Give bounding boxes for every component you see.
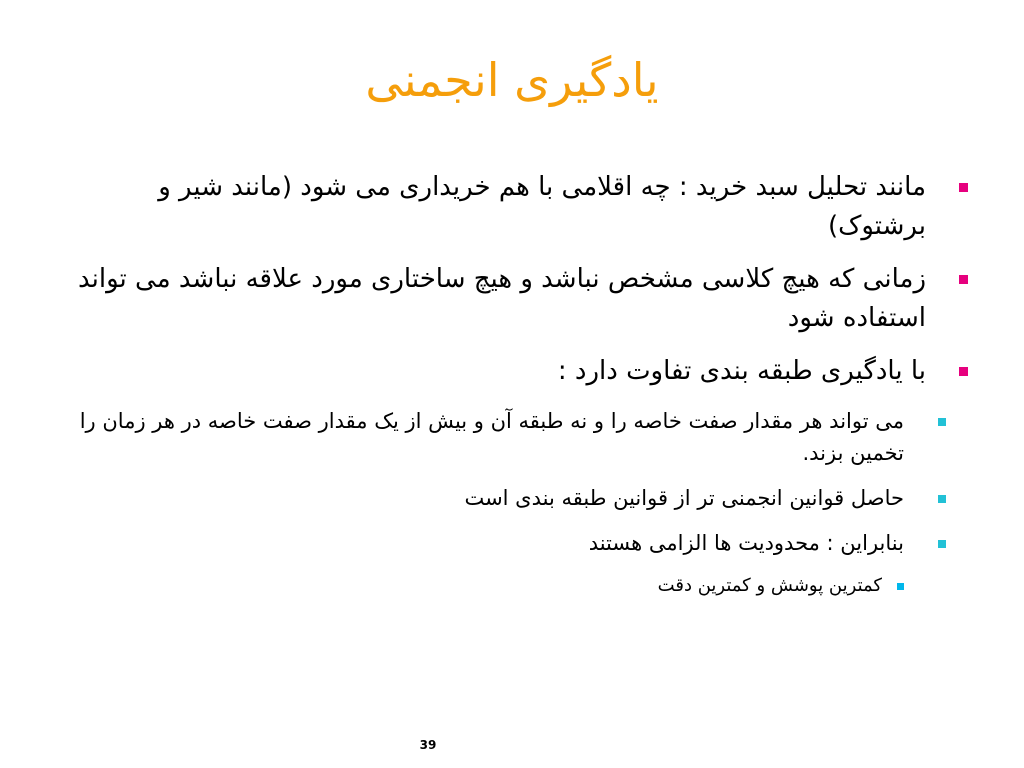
sub-bullet-item bbox=[68, 482, 946, 514]
bullet-item bbox=[68, 260, 968, 338]
bullet-item bbox=[68, 352, 968, 391]
slide-body bbox=[68, 168, 968, 600]
sub-sub-bullet-text: کمترین پوشش و کمترین دقت bbox=[657, 575, 882, 596]
sub-bullet-item bbox=[68, 405, 946, 469]
square-bullet-icon bbox=[959, 275, 968, 284]
bullet-item bbox=[68, 168, 968, 246]
bullet-text: زمانی که هیچ کلاسی مشخص نباشد و هیچ ساختاری مورد علاقه نباشد می تواند استفاده شود bbox=[78, 264, 926, 333]
slide-title: یادگیری انجمنی bbox=[365, 53, 659, 107]
sub-bullet-text: می تواند هر مقدار صفت خاصه را و نه طبقه آن و بیش از یک مقدار صفت خاصه در هر زمان را تخمین بزند. bbox=[79, 409, 904, 465]
square-bullet-icon bbox=[938, 418, 946, 426]
sub-sub-bullet-item bbox=[68, 572, 904, 600]
square-bullet-icon bbox=[959, 367, 968, 376]
bullet-text: با یادگیری طبقه بندی تفاوت دارد : bbox=[557, 356, 926, 386]
sub-bullet-text: بنابراین : محدودیت ها الزامی هستند bbox=[588, 531, 904, 555]
sub-bullet-text: حاصل قوانین انجمنی تر از قوانین طبقه بندی است bbox=[464, 486, 904, 510]
sub-bullet-item bbox=[68, 527, 946, 559]
square-bullet-icon bbox=[938, 495, 946, 503]
bullet-text: مانند تحلیل سبد خرید : چه اقلامی با هم خریداری می شود (مانند شیر و برشتوک) bbox=[158, 172, 926, 241]
square-bullet-icon bbox=[897, 583, 904, 590]
page-number: 39 bbox=[419, 738, 437, 752]
square-bullet-icon bbox=[938, 540, 946, 548]
square-bullet-icon bbox=[959, 183, 968, 192]
